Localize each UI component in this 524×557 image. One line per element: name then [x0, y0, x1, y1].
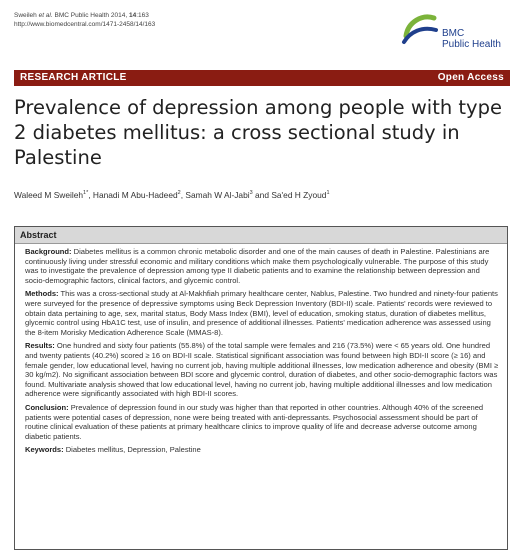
- section-label: Keywords:: [25, 445, 64, 455]
- citation-volume: 14: [128, 12, 137, 19]
- abstract-keywords: Keywords: Diabetes mellitus, Depression, Palestine: [25, 445, 201, 455]
- author-affiliation: 1*: [83, 190, 89, 197]
- author-affiliation: 2: [177, 190, 181, 197]
- author-list: Waleed M Sweileh$^{1*}$, Hanadi M Abu-Hadeed$^2$, Samah W Al-Jabi$^3$ and Sa'ed H Zyoud$^1$: [14, 190, 330, 200]
- bmc-logo[interactable]: [400, 4, 512, 64]
- article-url-link[interactable]: http://www.biomedcentral.com/1471-2458/14/163: [14, 21, 156, 28]
- section-label: Methods:: [25, 289, 59, 299]
- section-label: Results:: [25, 341, 55, 351]
- citation-page: :163: [136, 12, 149, 19]
- logo-line2: Public Health: [442, 39, 501, 50]
- abstract-heading: Abstract: [15, 227, 507, 244]
- citation-year: 2014,: [110, 12, 128, 19]
- abstract-methods: Methods: This was a cross-sectional study at Al-Makhfiah primary healthcare center, Nablus, Palestine. Two hundred and ninety-four patients were surveyed for the presence of depressive symptoms using Beck Depression Inventory (BDI-II) scale. Patients' records were reviewed to obtain data pertaining to age, sex, marital status, Body Mass Index (BMI), level of education, smoking status, duration of diabetes mellitus, glycemic control using HbA1C test, use of insulin, and presence of additional illnesses. Patients' medication adherence was assessed using the 8-item Morisky Medication Adherence Scale (MMAS-8).: [25, 289, 498, 337]
- abstract-conclusion: Conclusion: Prevalence of depression found in our study was higher than that reported in other countries. Although 40% of the screened patients were potential cases of depression, none were being treated with anti-depressants. Psychosocial assessment should be part of routine clinical evaluation of these patients at primary healthcare clinics to improve quality of life and decrease adverse outcome among diabetic patients.: [25, 402, 484, 441]
- abstract-body: [15, 244, 507, 455]
- author-affiliation: 3: [249, 190, 253, 197]
- citation-authors: Sweileh: [14, 12, 39, 19]
- abstract-background: Background: Diabetes mellitus is a common chronic metabolic disorder and one of the main causes of death in Palestine. Palestinians are continuously living under stressful economic and military conditions which make them psychologically vulnerable. The purpose of this study was to investigate the prevalence of depression among type II diabetic patients and to examine the relationship between depression and socio-demographic factors, clinical factors, and glycemic control.: [25, 247, 490, 285]
- author-name: Hanadi M Abu-Hadeed: [92, 190, 178, 200]
- section-label: Background:: [25, 247, 72, 256]
- article-banner: [14, 70, 510, 86]
- citation-etal: et al.: [38, 12, 53, 19]
- article-type-label: RESEARCH ARTICLE: [20, 72, 127, 83]
- citation: [14, 11, 155, 29]
- open-access-label: Open Access: [437, 72, 504, 83]
- logo-text: [442, 28, 501, 50]
- abstract-results: Results: One hundred and sixty four patients (55.8%) of the total sample were females and 216 (73.5%) were < 65 years old. One hundred and twenty patients (40.2%) scored ≥ 16 on BDI-II scale. Statistical significant association was found between high BDI-II score (≥ 16) and female gender, low educational level, having no current job, having multiple additional illnesses, low medication adherence and obesity (BMI ≥ 30 kg/m2). No significant association between BDI score and glycemic control, duration of diabetes, and other socio-demographic factors was found. Multivariate analysis showed that low educational level, having no current job, having multiple additional illnesses and low medication adherence were significantly associated with high BDI-II scores.: [25, 341, 499, 399]
- section-label: Conclusion:: [25, 402, 69, 412]
- author-name: Sa'ed H Zyoud: [271, 190, 327, 200]
- author-name: Waleed M Sweileh: [14, 190, 84, 200]
- article-title: Prevalence of depression among people with type 2 diabetes mellitus: a cross sectional study in Palestine: [14, 96, 502, 169]
- author-name: Samah W Al-Jabi: [185, 190, 250, 200]
- bmc-logo-icon: [400, 8, 440, 48]
- citation-journal: BMC Public Health: [54, 12, 110, 19]
- abstract-box: [14, 226, 508, 550]
- author-affiliation: 1: [326, 190, 330, 197]
- logo-line1: BMC: [442, 28, 465, 39]
